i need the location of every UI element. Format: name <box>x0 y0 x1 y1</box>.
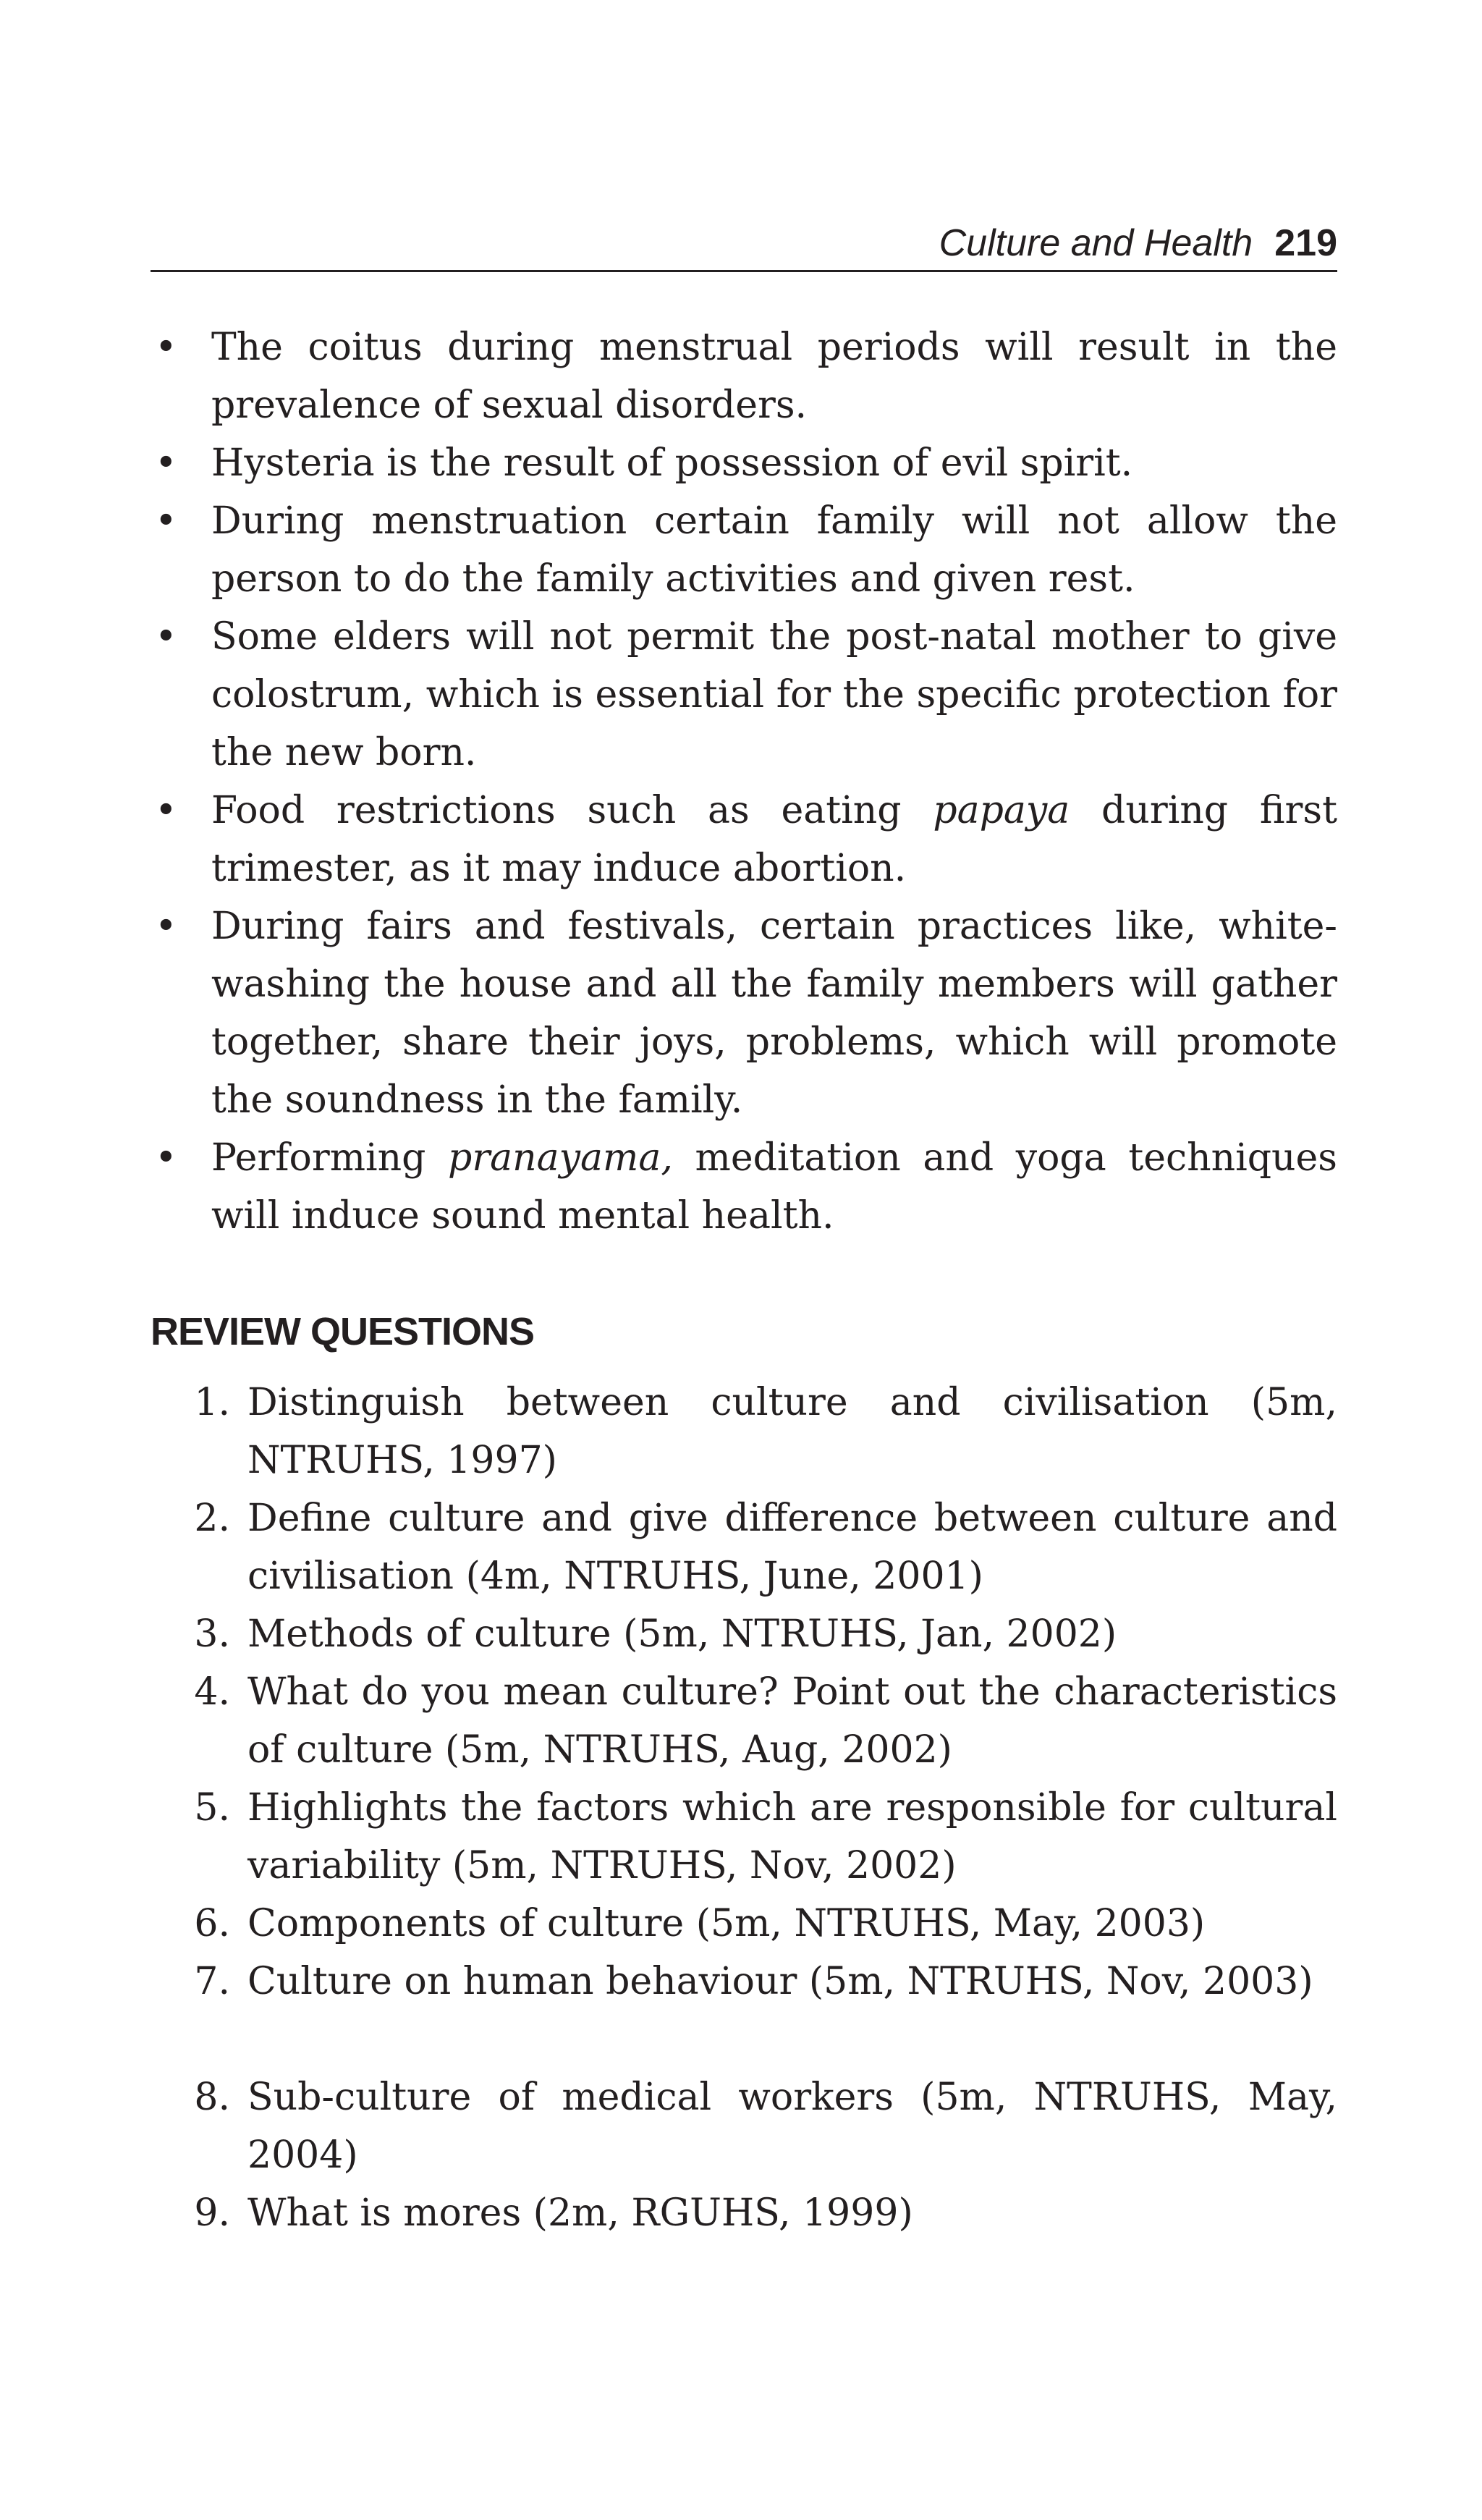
question-item <box>151 2184 1337 2242</box>
question-number: 9. <box>194 2191 230 2235</box>
running-head <box>151 214 1337 272</box>
bullet-item <box>151 897 1337 1129</box>
bullet-icon: • <box>155 1136 177 1180</box>
question-text: Culture on human behaviour (5m, NTRUHS, Nov, 2003) <box>247 1960 1313 2003</box>
bullet-text: Some elders will not permit the post-natal mother to give colostrum, which is essential for the specific protection for the new born. <box>211 615 1337 774</box>
question-text: Distinguish between culture and civilisation (5m, NTRUHS, 1997) <box>247 1381 1337 1482</box>
bullet-icon: • <box>155 905 177 948</box>
question-item <box>151 2068 1337 2184</box>
bullet-item <box>151 782 1337 897</box>
question-item <box>151 1779 1337 1895</box>
question-number: 2. <box>194 1497 230 1540</box>
bullet-icon: • <box>155 499 177 543</box>
section-heading: REVIEW QUESTIONS <box>151 1310 535 1353</box>
bullet-icon: • <box>155 326 177 369</box>
bullet-text-cont: during first trimester, as it may induce abortion. <box>211 789 1337 890</box>
bullet-icon: • <box>155 615 177 659</box>
question-number: 8. <box>194 2076 230 2119</box>
bullet-item <box>151 492 1337 608</box>
bullet-emphasis: pranayama, <box>448 1136 673 1180</box>
question-text: What do you mean culture? Point out the characteristics of culture (5m, NTRUHS, Aug, 2002) <box>247 1670 1337 1772</box>
question-number: 6. <box>194 1902 230 1945</box>
bullet-item <box>151 318 1337 434</box>
bullet-icon: • <box>155 789 177 832</box>
bullet-text-cont: meditation and yoga techniques will induce sound mental health. <box>211 1136 1337 1238</box>
bullet-text: The coitus during menstrual periods will result in the prevalence of sexual disorders. <box>211 326 1337 427</box>
bullet-text: Hysteria is the result of possession of evil spirit. <box>211 441 1133 485</box>
question-item <box>151 1663 1337 1779</box>
bullet-icon: • <box>155 441 177 485</box>
bullet-text: During fairs and festivals, certain practices like, white-washing the house and all the family members will gather together, share their joys, problems, which will promote the soundness in the family. <box>211 905 1337 1122</box>
bullet-text: Food restrictions such as eating <box>211 789 933 832</box>
question-number: 4. <box>194 1670 230 1714</box>
bullet-item <box>151 608 1337 782</box>
page-number: 219 <box>1274 222 1337 264</box>
question-item <box>151 1605 1337 1663</box>
question-number: 3. <box>194 1612 230 1656</box>
bullet-text: Performing <box>211 1136 449 1180</box>
book-page <box>151 0 1337 2520</box>
bullet-item <box>151 1129 1337 1245</box>
bullet-item <box>151 434 1337 492</box>
question-item <box>151 1374 1337 1489</box>
question-item <box>151 1895 1337 1953</box>
question-text: What is mores (2m, RGUHS, 1999) <box>247 2191 913 2235</box>
bullet-text: During menstruation certain family will not allow the person to do the family activities and given rest. <box>211 499 1337 601</box>
question-text: Components of culture (5m, NTRUHS, May, 2003) <box>247 1902 1206 1945</box>
bullet-emphasis: papaya <box>933 789 1070 832</box>
question-item <box>151 1953 1337 2010</box>
question-number: 1. <box>194 1381 230 1424</box>
bullet-list <box>151 318 1337 1245</box>
question-text: Methods of culture (5m, NTRUHS, Jan, 2002) <box>247 1612 1117 1656</box>
question-text: Sub-culture of medical workers (5m, NTRUHS, May, 2004) <box>247 2076 1337 2177</box>
question-item <box>151 1489 1337 1605</box>
question-text: Highlights the factors which are responsible for cultural variability (5m, NTRUHS, Nov, 2002) <box>247 1786 1337 1887</box>
question-text: Define culture and give difference between culture and civilisation (4m, NTRUHS, June, 2001) <box>247 1497 1337 1598</box>
running-title: Culture and Health <box>939 222 1253 264</box>
question-list <box>151 1374 1337 2242</box>
question-number: 5. <box>194 1786 230 1830</box>
question-number: 7. <box>194 1960 230 2003</box>
